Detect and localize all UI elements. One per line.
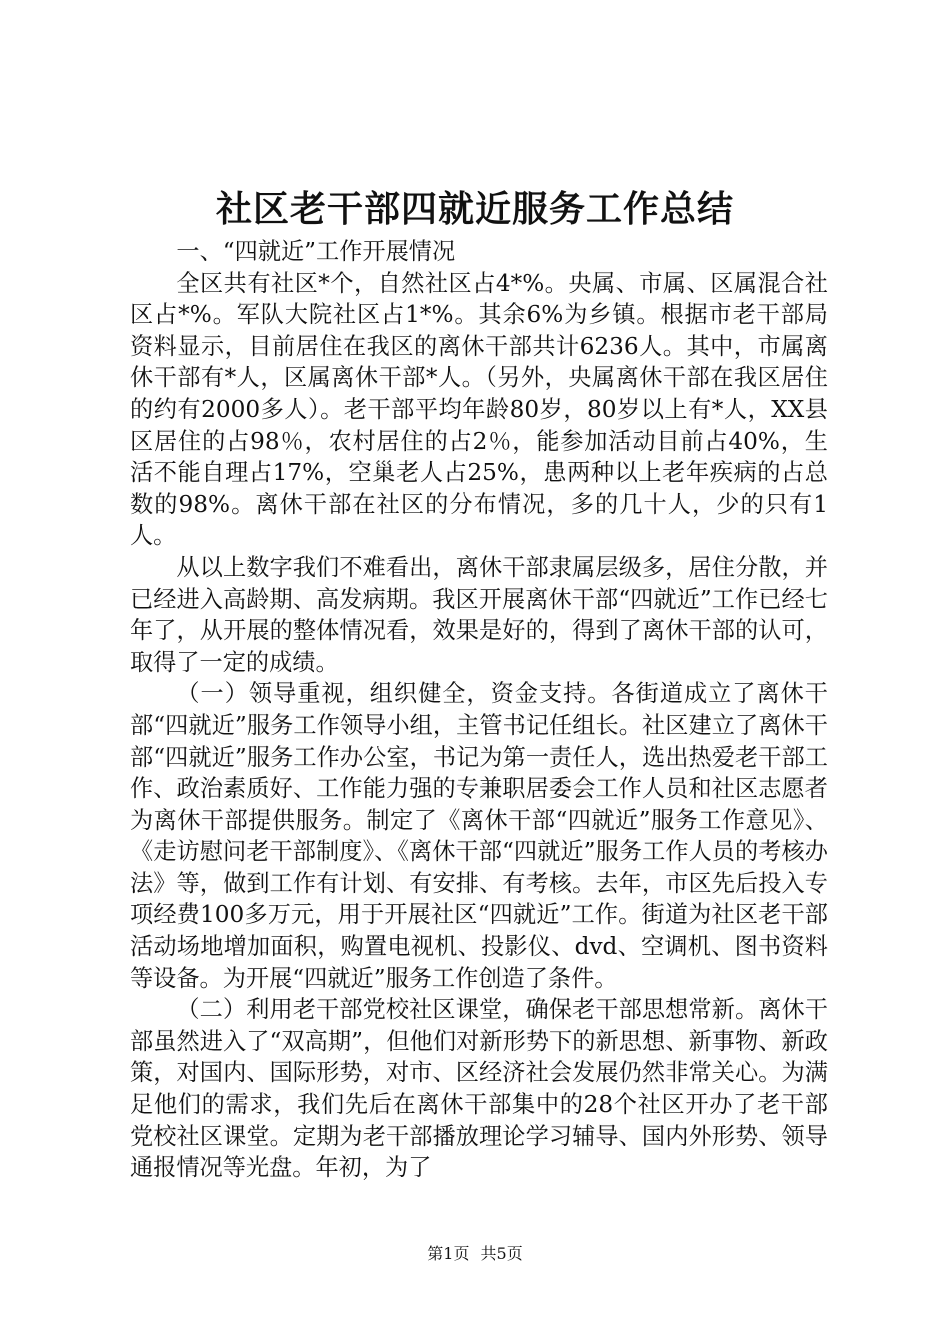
page-number: 第1页 [427, 1244, 470, 1263]
paragraph-party-school: （二）利用老干部党校社区课堂，确保老干部思想常新。离休干部虽然进入了“双高期”，但他们对新形势下的新思想、新事物、新政策，对国内、国际形势，对市、区经济社会发展仍然非常关心。为满足他们的需求，我们先后在离休干部集中的28个社区开办了老干部党校社区课堂。定期为老干部播放理论学习辅导、国内外形势、领导通报情况等光盘。年初，为了 [130, 996, 828, 1182]
page-total: 共5页 [480, 1244, 523, 1263]
paragraph-leadership: （一）领导重视，组织健全，资金支持。各街道成立了离休干部“四就近”服务工作领导小组，主管书记任组长。社区建立了离休干部“四就近”服务工作办公室，书记为第一责任人，选出热爱老干部工作、政治素质好、工作能力强的专兼职居委会工作人员和社区志愿者为离休干部提供服务。制定了《离休干部“四就近”服务工作意见》、《走访慰问老干部制度》、《离休干部“四就近”服务工作人员的考核办法》等，做到工作有计划、有安排、有考核。去年，市区先后投入专项经费100多万元，用于开展社区“四就近”工作。街道为社区老干部活动场地增加面积，购置电视机、投影仪、dvd、空调机、图书资料等设备。为开展“四就近”服务工作创造了条件。 [130, 680, 828, 992]
paragraph-analysis: 从以上数字我们不难看出，离休干部隶属层级多，居住分散，并已经进入高龄期、高发病期。我区开展离休干部“四就近”工作已经七年了，从开展的整体情况看，效果是好的，得到了离休干部的认可，取得了一定的成绩。 [130, 553, 828, 676]
document-body [130, 236, 828, 1184]
section-heading: 一、“四就近”工作开展情况 [176, 238, 456, 265]
paragraph-statistics: 全区共有社区*个，自然社区占4*%。央属、市属、区属混合社区占*%。军队大院社区占1*%。其余6%为乡镇。根据市老干部局资料显示，目前居住在我区的离休干部共计6236人。其中，市属离休干部有*人，区属离休干部*人。（另外，央属离休干部在我区居住的约有2000多人）。老干部平均年龄80岁，80岁以上有*人，XX县区居住的占98％，农村居住的占2％，能参加活动目前占40%，生活不能自理占17%，空巢老人占25%，患两种以上老年疾病的占总数的98%。离休干部在社区的分布情况，多的几十人，少的只有1人。 [130, 269, 828, 550]
document-title: 社区老干部四就近服务工作总结 [215, 189, 734, 230]
page-footer [0, 1242, 950, 1266]
